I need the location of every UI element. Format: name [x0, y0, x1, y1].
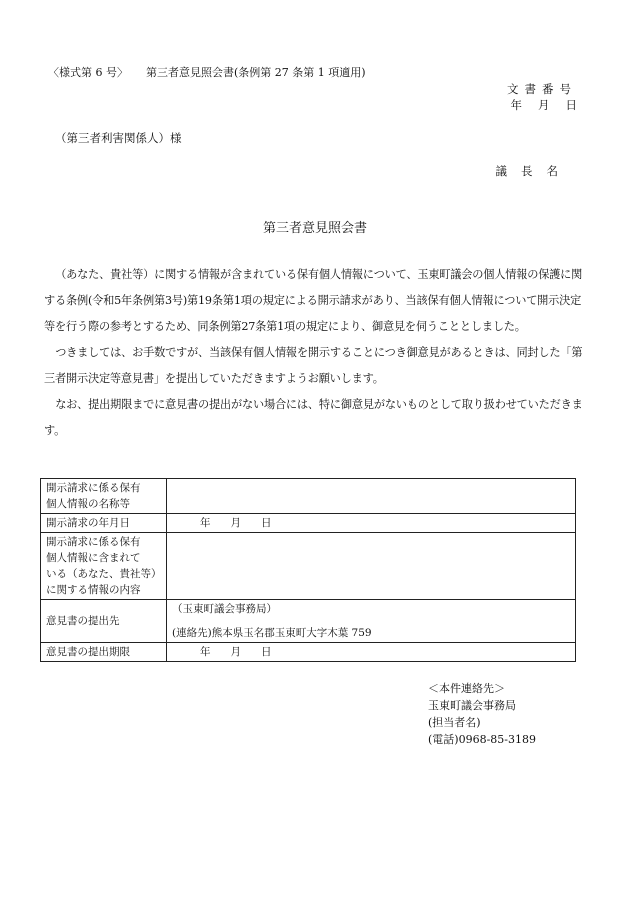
table-value-empty: [167, 533, 576, 600]
table-row: [41, 643, 576, 662]
label-line: 開示請求に係る保有: [46, 482, 141, 494]
submission-destination: [167, 600, 576, 643]
date-day: 日: [565, 98, 577, 112]
date-year: 年: [200, 517, 211, 529]
label-line: に関する情報の内容: [46, 584, 141, 596]
form-number: 〈様式第 6 号〉: [48, 66, 128, 79]
label-line: いる（あなた、貴社等）: [46, 568, 162, 580]
paragraph-2: つきましては、お手数ですが、当該保有個人情報を開示することにつき御意見があるときは、同封した「第三者開示決定等意見書」を提出していただきますようお願いします。: [44, 346, 583, 385]
document-number: 文書番号: [507, 82, 577, 96]
date-month: 月: [230, 646, 241, 658]
paragraph-3: なお、提出期限までに意見書の提出がない場合には、特に御意見がないものとして取り扱わせていただきます。: [44, 398, 583, 437]
date-year: 年: [510, 98, 522, 112]
form-header: [48, 64, 366, 80]
table-row: [41, 600, 576, 643]
label-line: 個人情報に含まれて: [46, 552, 141, 564]
contact-person: (担当者名): [428, 716, 481, 729]
form-title: 第三者意見照会書(条例第 27 条第 1 項適用): [146, 66, 366, 79]
document-date: [495, 97, 578, 113]
date-day: 日: [261, 646, 272, 658]
sender-name: 議長名: [495, 164, 572, 178]
table-label: 開示請求の年月日: [41, 514, 167, 533]
destination-address: (連絡先)熊本県玉名郡玉東町大字木葉 759: [172, 627, 372, 639]
destination-office: （玉東町議会事務局）: [172, 603, 277, 615]
contact-block: [428, 680, 536, 748]
table-label: 意見書の提出先: [41, 600, 167, 643]
label-line: 開示請求に係る保有: [46, 536, 141, 548]
date-month: 月: [230, 517, 241, 529]
page-title: 第三者意見照会書: [262, 221, 367, 236]
label-line: 個人情報の名称等: [46, 498, 130, 510]
date-day: 日: [261, 517, 272, 529]
date-year: 年: [200, 646, 211, 658]
contact-heading: ＜本件連絡先＞: [428, 682, 505, 695]
contact-office: 玉東町議会事務局: [428, 699, 516, 712]
contact-phone: (電話)0968-85-3189: [428, 733, 537, 746]
paragraph-1: （あなた、貴社等）に関する情報が含まれている保有個人情報について、玉東町議会の個人情報の保護に関する条例(令和5年条例第3号)第19条第1項の規定による開示請求があり、当該保有個人情報について開示決定等を行う際の参考とするため、同条例第27条第1項の規定により、御意見を伺うこととしました。: [44, 268, 583, 333]
table-row: [41, 533, 576, 600]
table-label: 意見書の提出期限: [41, 643, 167, 662]
table-label: [41, 533, 167, 600]
info-table: [40, 478, 576, 662]
table-label: [41, 479, 167, 514]
date-month: 月: [538, 98, 550, 112]
table-row: [41, 514, 576, 533]
addressee: （第三者利害関係人）様: [55, 131, 182, 145]
table-row: [41, 479, 576, 514]
submission-deadline: [167, 643, 576, 662]
table-value-empty: [167, 479, 576, 514]
body-text: [44, 262, 588, 444]
request-date: [167, 514, 576, 533]
